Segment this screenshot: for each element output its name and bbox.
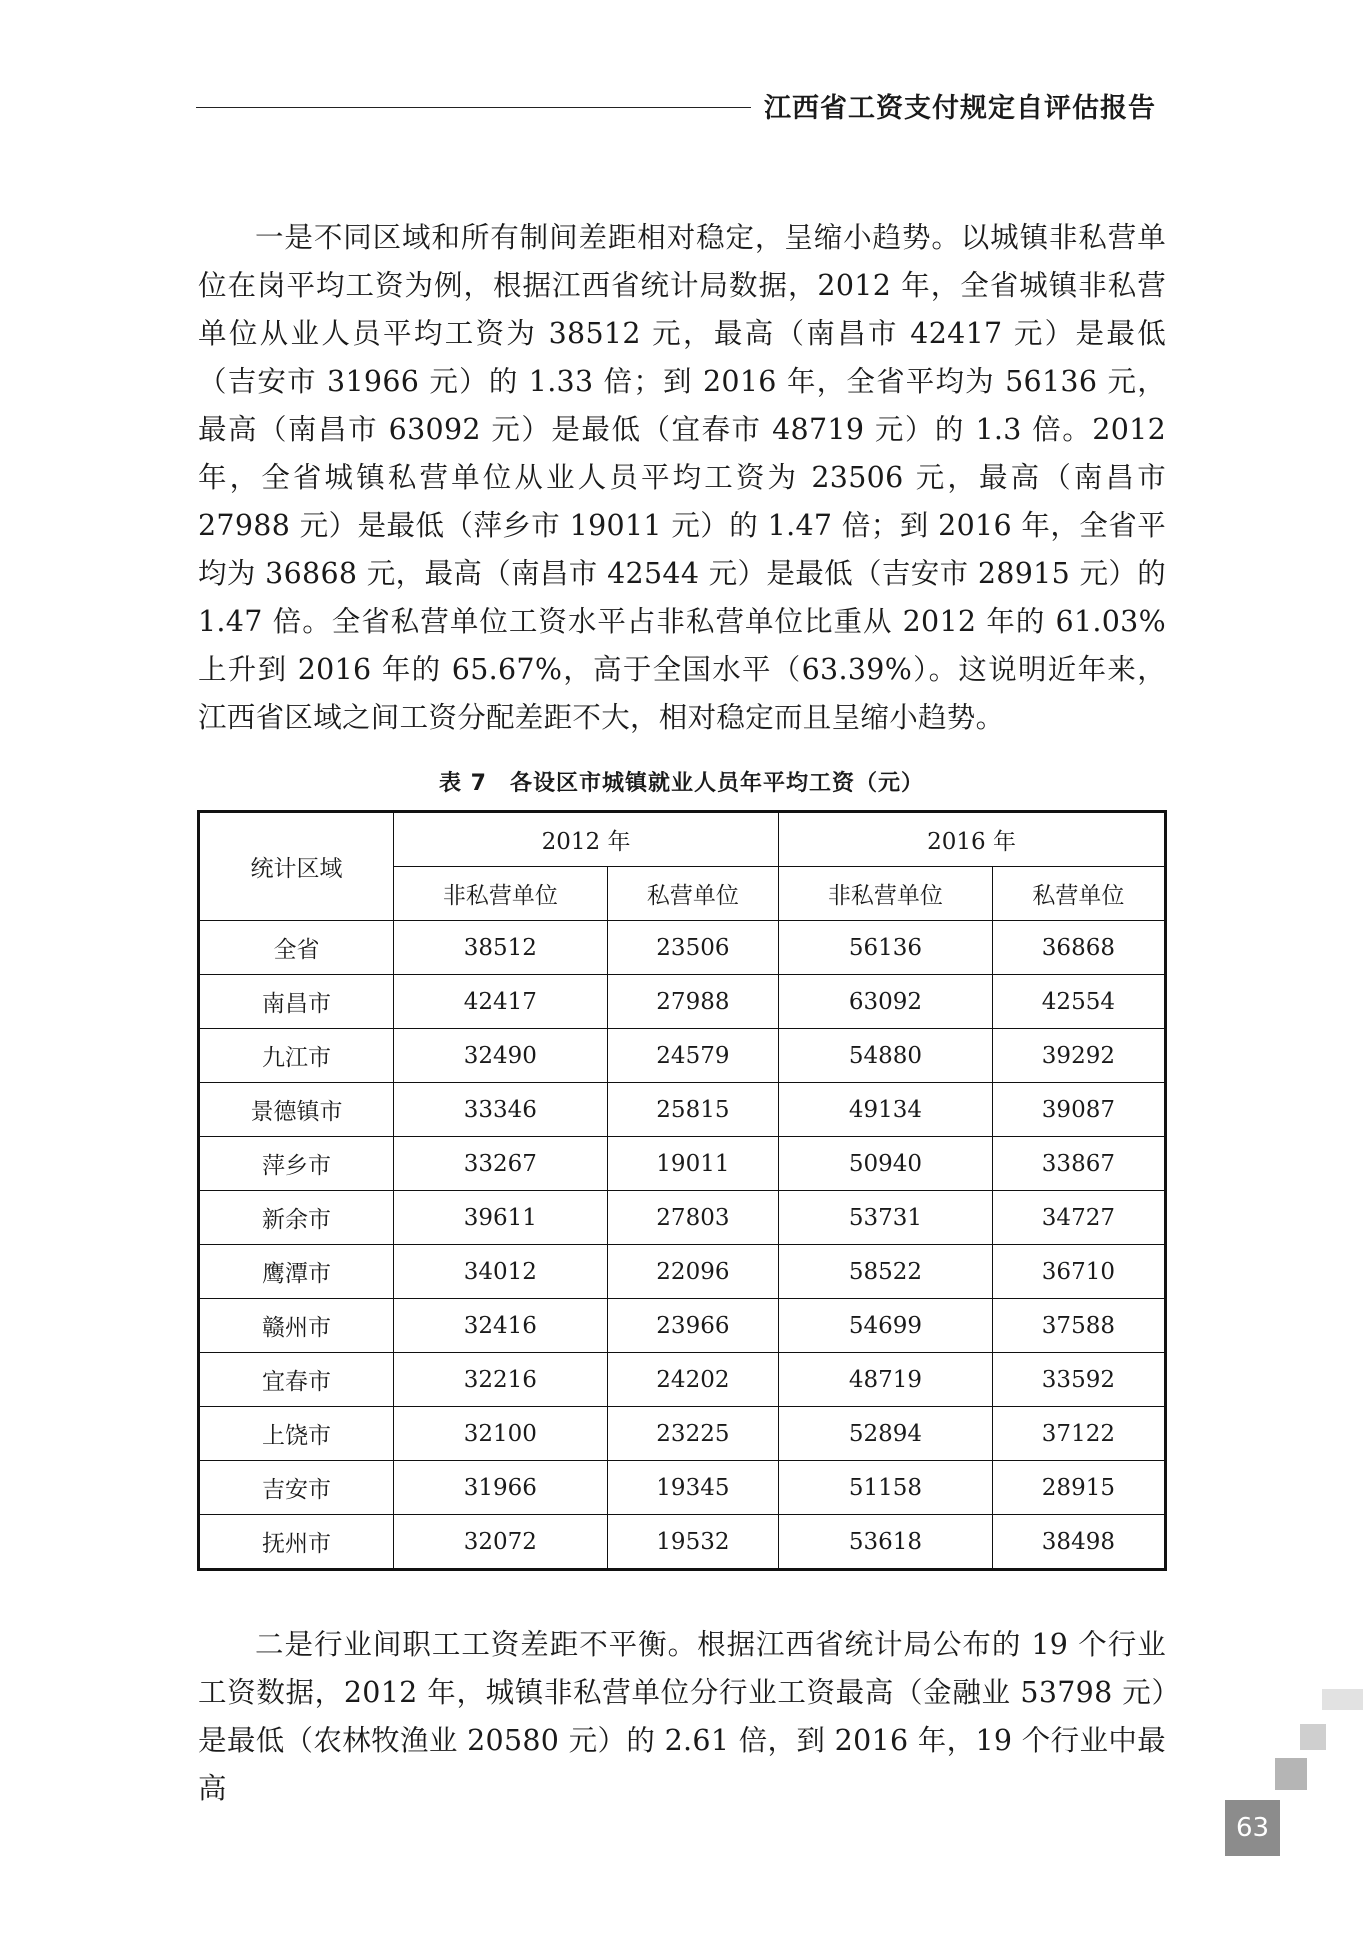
value-cell: 23225 [607, 1407, 778, 1461]
table-row [199, 975, 1166, 1029]
region-cell: 吉安市 [199, 1461, 394, 1515]
region-cell: 宜春市 [199, 1353, 394, 1407]
table-row [199, 1191, 1166, 1245]
region-cell: 景德镇市 [199, 1083, 394, 1137]
table-row [199, 1515, 1166, 1570]
value-cell: 37588 [992, 1299, 1165, 1353]
page-number: 63 [1225, 1800, 1280, 1856]
region-cell: 全省 [199, 921, 394, 975]
value-cell: 36710 [992, 1245, 1165, 1299]
value-cell: 27803 [607, 1191, 778, 1245]
table-row [199, 1461, 1166, 1515]
table-row [199, 921, 1166, 975]
paragraph-industry-gap: 二是行业间职工工资差距不平衡。根据江西省统计局公布的 19 个行业工资数据，2012 年，城镇非私营单位分行业工资最高（金融业 53798 元）是最低（农林牧渔业 20580 元）的 2.61 倍，到 2016 年，19 个行业中最高 [198, 1628, 1166, 1805]
table-row [199, 1137, 1166, 1191]
value-cell: 32490 [394, 1029, 608, 1083]
value-cell: 39611 [394, 1191, 608, 1245]
region-column-header: 统计区域 [199, 812, 394, 921]
value-cell: 50940 [779, 1137, 993, 1191]
decorative-square [1322, 1689, 1363, 1710]
value-cell: 32416 [394, 1299, 608, 1353]
value-cell: 33867 [992, 1137, 1165, 1191]
value-cell: 22096 [607, 1245, 778, 1299]
value-cell: 23506 [607, 921, 778, 975]
region-cell: 南昌市 [199, 975, 394, 1029]
table-caption: 表 7 各设区市城镇就业人员年平均工资（元） [439, 771, 924, 796]
value-cell: 19011 [607, 1137, 778, 1191]
value-cell: 24202 [607, 1353, 778, 1407]
value-cell: 19532 [607, 1515, 778, 1570]
value-cell: 33592 [992, 1353, 1165, 1407]
value-cell: 32100 [394, 1407, 608, 1461]
paragraph-regional-gap: 一是不同区域和所有制间差距相对稳定，呈缩小趋势。以城镇非私营单位在岗平均工资为例，根据江西省统计局数据，2012 年，全省城镇非私营单位从业人员平均工资为 38512 元，最高（南昌市 42417 元）是最低（吉安市 31966 元）的 1.33 倍；到 2016 年，全省平均为 56136 元，最高（南昌市 63092 元）是最低（宜春市 48719 元）的 1.3 倍。2012 年，全省城镇私营单位从业人员平均工资为 23506 元，最高（南昌市 27988 元）是最低（萍乡市 19011 元）的 1.47 倍；到 2016 年，全省平均为 36868 元，最高（南昌市 42544 元）是最低（吉安市 28915 元）的 1.47 倍。全省私营单位工资水平占非私营单位比重从 2012 年的 61.03% 上升到 2016 年的 65.67%，高于全国水平（63.39%）。这说明近年来，江西省区域之间工资分配差距不大，相对稳定而且呈缩小趋势。 [198, 221, 1166, 734]
value-cell: 36868 [992, 921, 1165, 975]
year-header-2012: 2012 年 [394, 812, 779, 867]
value-cell: 58522 [779, 1245, 993, 1299]
value-cell: 34727 [992, 1191, 1165, 1245]
value-cell: 54880 [779, 1029, 993, 1083]
value-cell: 53731 [779, 1191, 993, 1245]
table-row [199, 1353, 1166, 1407]
subheader-nonprivate-2016: 非私营单位 [779, 867, 993, 921]
value-cell: 34012 [394, 1245, 608, 1299]
table-row [199, 1083, 1166, 1137]
region-cell: 萍乡市 [199, 1137, 394, 1191]
value-cell: 33267 [394, 1137, 608, 1191]
table-row [199, 1245, 1166, 1299]
value-cell: 42554 [992, 975, 1165, 1029]
subheader-nonprivate-2012: 非私营单位 [394, 867, 608, 921]
region-cell: 抚州市 [199, 1515, 394, 1570]
table-row [199, 1029, 1166, 1083]
table-row [199, 1299, 1166, 1353]
value-cell: 54699 [779, 1299, 993, 1353]
value-cell: 56136 [779, 921, 993, 975]
value-cell: 25815 [607, 1083, 778, 1137]
subheader-private-2012: 私营单位 [607, 867, 778, 921]
wage-table [197, 810, 1167, 1571]
header-rule [196, 107, 751, 108]
value-cell: 51158 [779, 1461, 993, 1515]
value-cell: 49134 [779, 1083, 993, 1137]
value-cell: 39292 [992, 1029, 1165, 1083]
region-cell: 鹰潭市 [199, 1245, 394, 1299]
value-cell: 53618 [779, 1515, 993, 1570]
table-row [199, 1407, 1166, 1461]
region-cell: 赣州市 [199, 1299, 394, 1353]
value-cell: 23966 [607, 1299, 778, 1353]
value-cell: 33346 [394, 1083, 608, 1137]
value-cell: 37122 [992, 1407, 1165, 1461]
value-cell: 19345 [607, 1461, 778, 1515]
subheader-private-2016: 私营单位 [992, 867, 1165, 921]
value-cell: 31966 [394, 1461, 608, 1515]
value-cell: 39087 [992, 1083, 1165, 1137]
value-cell: 32072 [394, 1515, 608, 1570]
value-cell: 24579 [607, 1029, 778, 1083]
value-cell: 38498 [992, 1515, 1165, 1570]
running-header-title: 江西省工资支付规定自评估报告 [764, 93, 1156, 124]
region-cell: 九江市 [199, 1029, 394, 1083]
year-header-2016: 2016 年 [779, 812, 1166, 867]
decorative-square [1275, 1758, 1307, 1790]
region-cell: 上饶市 [199, 1407, 394, 1461]
value-cell: 52894 [779, 1407, 993, 1461]
value-cell: 32216 [394, 1353, 608, 1407]
region-cell: 新余市 [199, 1191, 394, 1245]
value-cell: 63092 [779, 975, 993, 1029]
value-cell: 27988 [607, 975, 778, 1029]
value-cell: 38512 [394, 921, 608, 975]
value-cell: 48719 [779, 1353, 993, 1407]
value-cell: 42417 [394, 975, 608, 1029]
value-cell: 28915 [992, 1461, 1165, 1515]
decorative-square [1300, 1724, 1326, 1750]
